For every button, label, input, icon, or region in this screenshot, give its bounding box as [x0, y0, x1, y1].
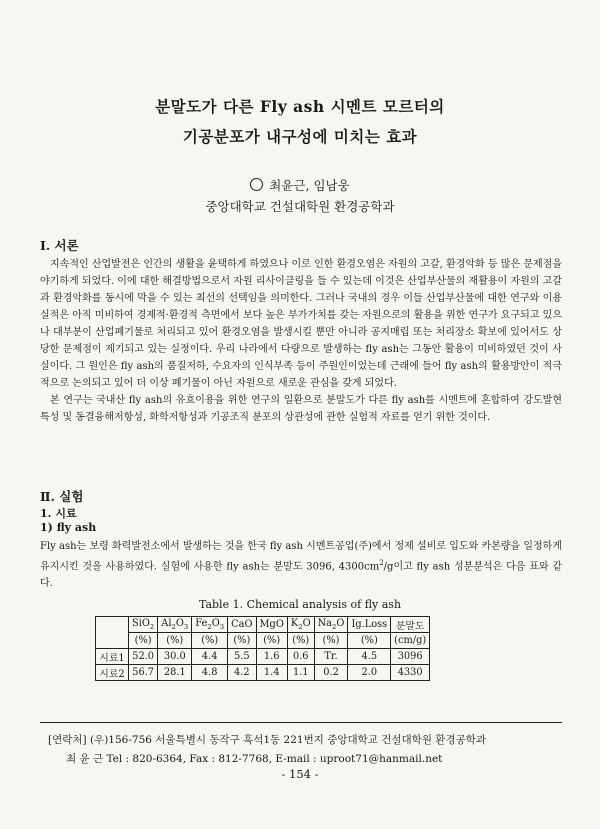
subsection-heading-fly-ash: 1) fly ash: [40, 521, 97, 534]
table-cell: 5.5: [228, 649, 256, 665]
row-label: 시료2: [96, 665, 129, 681]
title-line-1: 분말도가 다른 Fly ash 시멘트 모르터의: [155, 97, 445, 116]
table-row: [96, 665, 430, 681]
authors: 최윤근, 임남웅: [269, 178, 350, 193]
page-number: - 154 -: [281, 767, 319, 781]
table-cell: 28.1: [158, 665, 192, 681]
introduction-paragraph-1: 지속적인 산업발전은 인간의 생활을 윤택하게 하였으나 이로 인한 환경오염은 자원의 고갈, 환경악화 등 많은 문제점을 야기하게 되었다. 이에 대한 해결방법으로서 자원 리사이클링을 들 수 있는데 이것은 산업부산물의 재활용이 자원의 고갈과 환경악화를 동시에 막을 수 있는 최선의 선택임을 의미한다. 그러나 국내의 경우 이들 산업부산물에 대한 연구와 이용실적은 아직 미비하여 경제적·환경적 측면에서 보다 높은 부가가치를 갖는 자원으로의 활용을 위한 연구가 요구되고 있으나 대부분이 산업폐기물로 처리되고 있어 환경오염을 발생시킬 뿐만 아니라 공지매립 또는 처리장소 확보에 있어서도 상당한 문제점이 제기되고 있는 실정이다. 우리 나라에서 다량으로 발생하는 fly ash는 그동안 활용이 미비하였던 것이 사실이다. 그 원인은 fly ash의 품질저하, 수요자의 인식부족 등이 주원인이었는데 근래에 들어 fly ash의 활용방안이 적극적으로 논의되고 있어 더 이상 폐기물이 아닌 자원으로 새로운 관심을 갖게 되었다.: [40, 259, 562, 389]
subsection-heading-samples: 1. 시료: [40, 507, 77, 520]
table-corner-cell: [96, 617, 129, 649]
chemical-analysis-table: [95, 616, 430, 681]
table-cell: 3096: [391, 649, 430, 665]
table-cell: 0.2: [314, 665, 348, 681]
table-cell: 4330: [391, 665, 430, 681]
unit-cell: (%): [287, 633, 314, 649]
row-label: 시료1: [96, 649, 129, 665]
table-cell: 4.4: [192, 649, 228, 665]
table-row: [96, 649, 430, 665]
table-cell: 52.0: [129, 649, 158, 665]
table-header-row: [96, 617, 430, 633]
unit-cell-fineness: (cm/g): [391, 633, 430, 649]
unit-cell: (%): [129, 633, 158, 649]
introduction-body: [40, 256, 562, 426]
col-header-fineness: 분말도: [391, 617, 430, 633]
title-line-2: 기공분포가 내구성에 미치는 효과: [182, 127, 418, 146]
unit-cell: (%): [228, 633, 256, 649]
col-header-ig-loss: Ig.Loss: [348, 617, 391, 633]
table-cell: 1.1: [287, 665, 314, 681]
contact-phone-email: 최 윤 근 Tel : 820-6364, Fax : 812-7768, E-mail : uproot71@hanmail.net: [66, 753, 443, 765]
section-heading-introduction: Ⅰ. 서론: [40, 238, 79, 253]
col-header-sio2: SiO$_2$: [129, 617, 158, 633]
table-cell: 1.4: [256, 665, 287, 681]
author-line: [0, 176, 600, 196]
col-header-fe2o3: $Fe_2O_3$: [192, 617, 228, 633]
section-heading-experiment: Ⅱ. 실험: [40, 489, 84, 504]
table-caption: Table 1. Chemical analysis of fly ash: [198, 598, 402, 611]
table-cell: 0.6: [287, 649, 314, 665]
footnote-divider: [40, 722, 562, 723]
table-cell: 4.2: [228, 665, 256, 681]
table-cell: Tr.: [314, 649, 348, 665]
table-cell: 1.6: [256, 649, 287, 665]
unit-cell: (%): [256, 633, 287, 649]
contact-info: [48, 731, 486, 769]
table-cell: 4.8: [192, 665, 228, 681]
col-header-k2o: $K_2O$: [287, 617, 314, 633]
fly-ash-paragraph: Fly ash는 보령 화력발전소에서 발생하는 것을 한국 fly ash 시멘트공업(주)에서 정제 설비로 입도와 카본량을 일정하게 유지시킨 것을 사용하였다. 실험에 사용한 fly ash는 분말도 3096, $4300cm^2/g$이고 fly ash 성분분석은 다음 표와 같다.: [40, 541, 562, 590]
unit-cell: (%): [158, 633, 192, 649]
unit-cell: (%): [348, 633, 391, 649]
unit-cell: (%): [314, 633, 348, 649]
col-header-mgo: MgO: [256, 617, 287, 633]
table-cell: 30.0: [158, 649, 192, 665]
unit-cell: (%): [192, 633, 228, 649]
affiliation: 중앙대학교 건설대학원 환경공학과: [205, 199, 395, 214]
table-cell: 56.7: [129, 665, 158, 681]
col-header-al2o3: $Al_2O_3$: [158, 617, 192, 633]
col-header-na2o: $Na_2O$: [314, 617, 348, 633]
contact-address: [연락처] (우)156-756 서울특별시 동작구 흑석1동 221번지 중앙대학교 건설대학원 환경공학과: [48, 734, 487, 746]
introduction-paragraph-2: 본 연구는 국내산 fly ash의 유효이용을 위한 연구의 일환으로 분말도가 다른 fly ash를 시멘트에 혼합하여 강도발현 특성 및 동결융해저항성, 화학저항성과 기공조직 분포의 상관성에 관한 실험적 자료를 얻기 위한 것이다.: [40, 395, 562, 423]
table-cell: 2.0: [348, 665, 391, 681]
col-header-cao: CaO: [228, 617, 256, 633]
table-unit-row: [96, 633, 430, 649]
corresponding-author-circle-icon: [250, 178, 263, 191]
table-cell: 4.5: [348, 649, 391, 665]
paper-title: [0, 92, 600, 152]
